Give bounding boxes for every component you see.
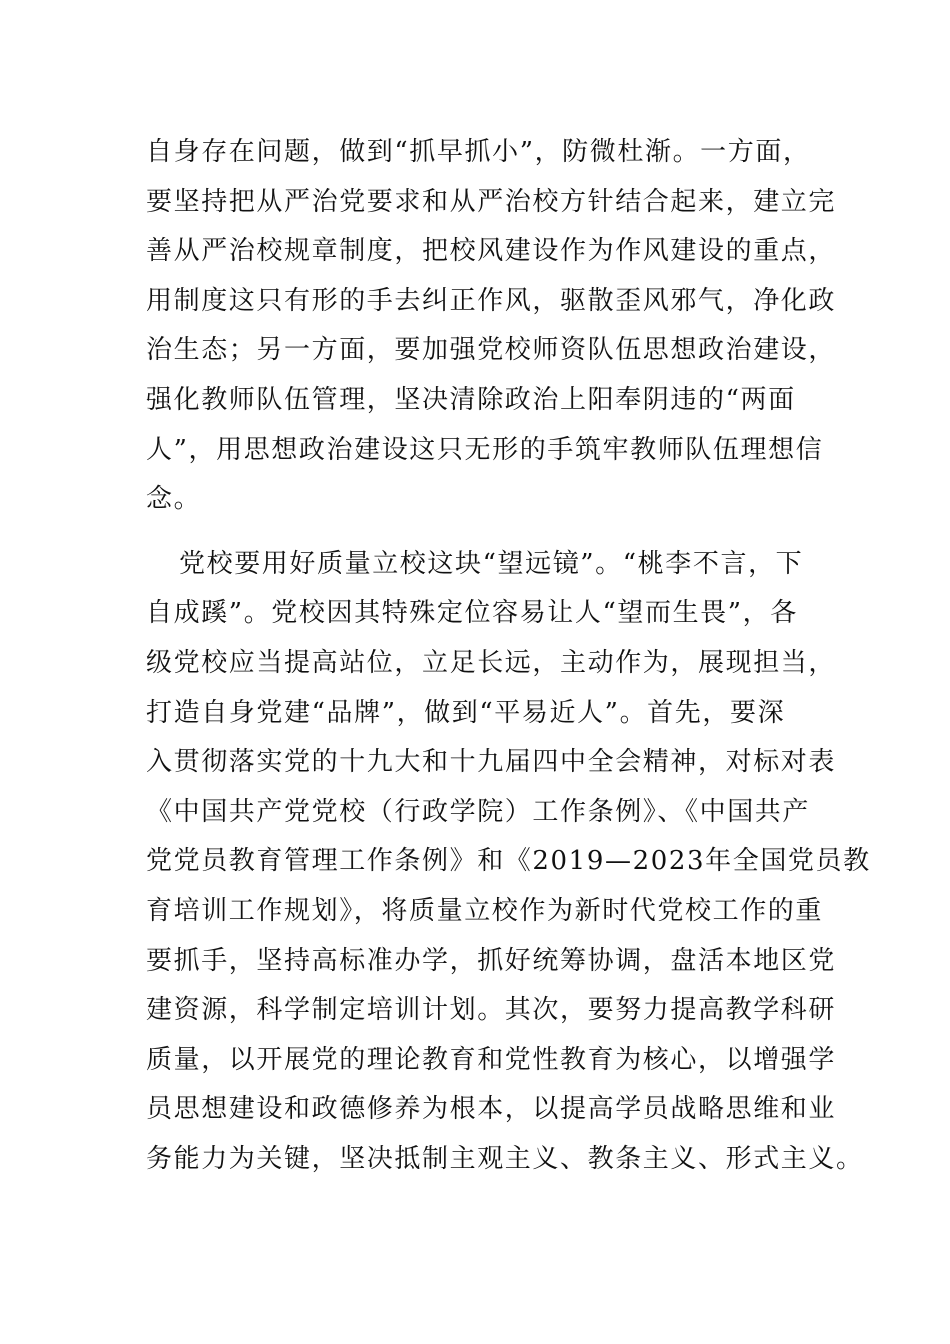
- paragraph-line: 自身存在问题，做到“抓早抓小”，防微杜渐。一方面，: [146, 137, 811, 167]
- paragraph-line: 念。: [146, 484, 202, 515]
- paragraph-line: 治生态；另一方面，要加强党校师资队伍思想政治建设，: [146, 335, 837, 366]
- paragraph-line: 育培训工作规划》，将质量立校作为新时代党校工作的重: [146, 895, 824, 926]
- paragraph-line: 入贯彻落实党的十九大和十九届四中全会精神，对标对表: [146, 747, 837, 778]
- paragraph-line: 用制度这只有形的手去纠正作风，驱散歪风邪气，净化政: [146, 285, 837, 316]
- paragraph-line: 务能力为关键，坚决抵制主观主义、教条主义、形式主义。: [146, 1143, 864, 1174]
- paragraph-line: 质量，以开展党的理论教育和党性教育为核心，以增强学: [146, 1044, 837, 1075]
- paragraph-1: [146, 128, 837, 525]
- paragraph-line: 《中国共产党党校（行政学院）工作条例》、《中国共产: [146, 796, 811, 827]
- paragraph-line: 善从严治校规章制度，把校风建设作为作风建设的重点，: [146, 236, 837, 267]
- paragraph-line: 人”，用思想政治建设这只无形的手筑牢教师队伍理想信: [146, 434, 824, 465]
- paragraph-spacer: [146, 525, 806, 540]
- paragraph-line: 要坚持把从严治党要求和从严治校方针结合起来，建立完: [146, 186, 837, 217]
- paragraph-line: 级党校应当提高站位，立足长远，主动作为，展现担当，: [146, 647, 837, 678]
- paragraph-line: 打造自身党建“品牌”，做到“平易近人”。首先，要深: [146, 697, 786, 728]
- paragraph-line: 党校要用好质量立校这块“望远镜”。“桃李不言，下: [179, 548, 804, 579]
- paragraph-line: 要抓手，坚持高标准办学，抓好统筹协调，盘活本地区党: [146, 945, 837, 976]
- paragraph-line: 员思想建设和政德修养为根本，以提高学员战略思维和业: [146, 1094, 837, 1125]
- paragraph-line: 自成蹊”。党校因其特殊定位容易让人“望而生畏”，各: [146, 598, 798, 629]
- paragraph-line: 建资源，科学制定培训计划。其次，要努力提高教学科研: [146, 995, 837, 1026]
- paragraph-line: 党党员教育管理工作条例》和《2019—2023年全国党员教: [146, 846, 871, 877]
- document-body: [146, 128, 871, 1184]
- paragraph-line: 强化教师队伍管理，坚决清除政治上阳奉阴违的“两面: [146, 384, 796, 415]
- paragraph-2: [146, 540, 871, 1185]
